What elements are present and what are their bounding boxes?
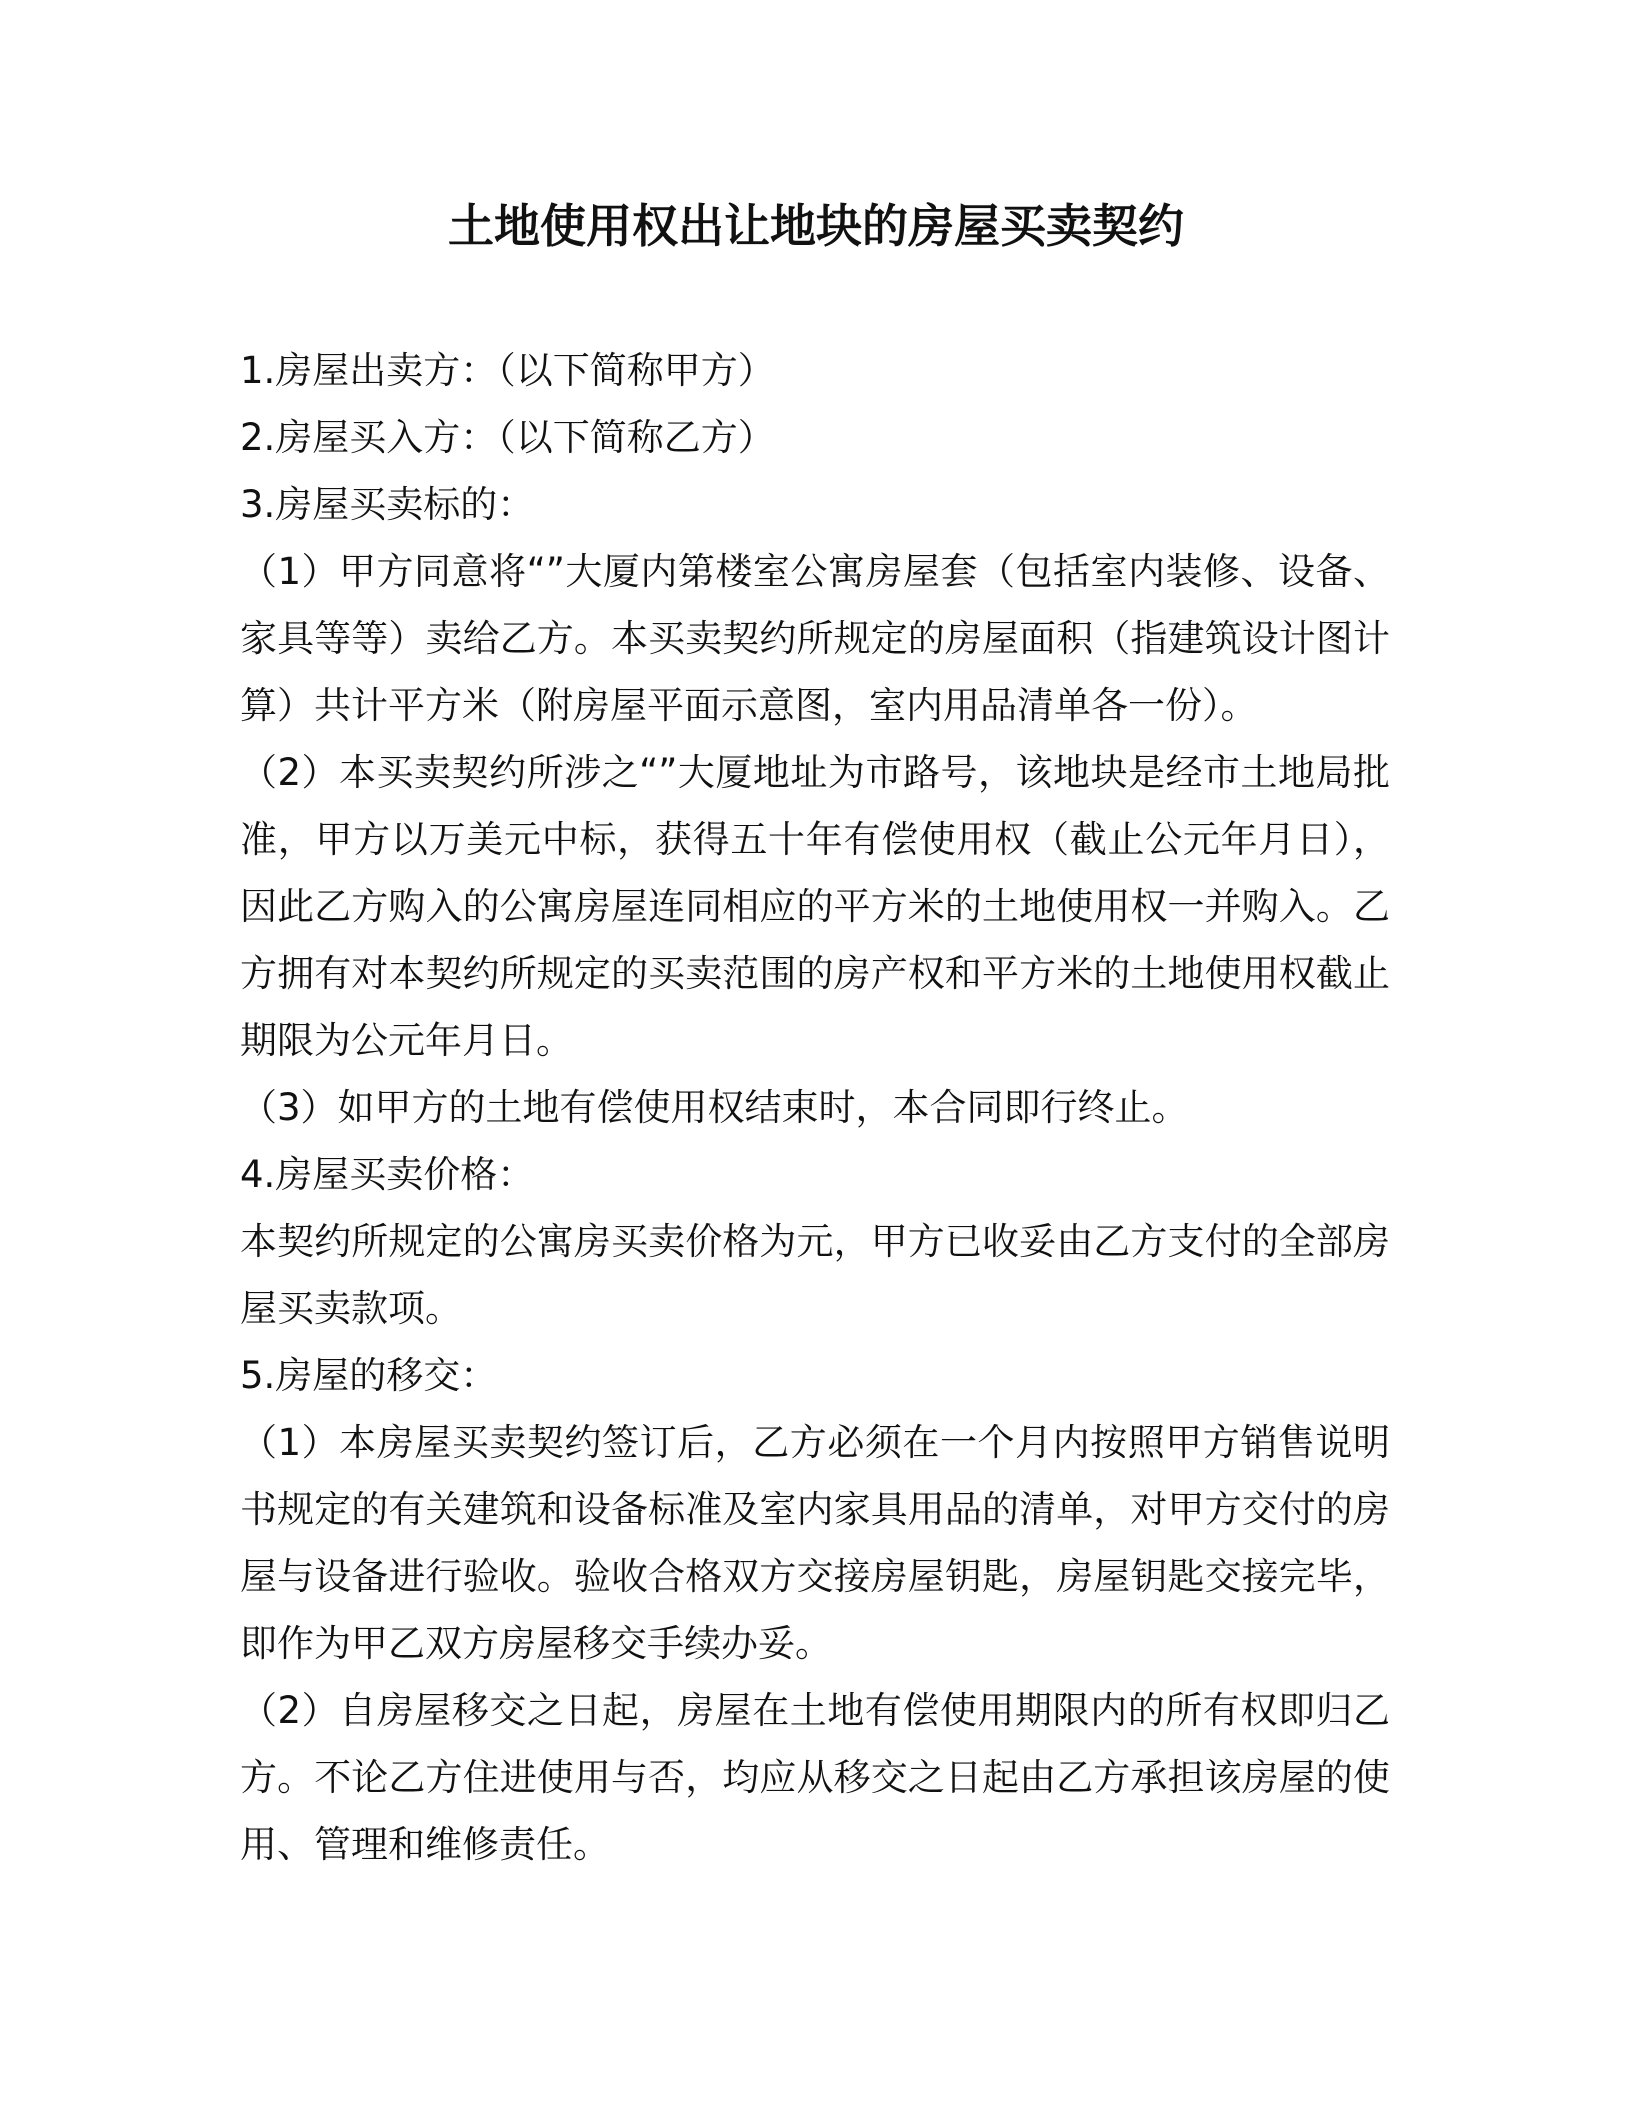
clause-3-item-2: （2）本买卖契约所涉之“”大厦地址为市路号，该地块是经市土地局批准，甲方以万美元中标，获得五十年有偿使用权（截止公元年月日），因此乙方购入的公寓房屋连同相应的平方米的土地使用权一并购入。乙方拥有对本契约所规定的买卖范围的房产权和平方米的土地使用权截止期限为公元年月日。 <box>240 751 1390 1062</box>
clause-4-text: 本契约所规定的公寓房买卖价格为元，甲方已收妥由乙方支付的全部房屋买卖款项。 <box>240 1220 1390 1330</box>
clause-3-item-1: （1）甲方同意将“”大厦内第楼室公寓房屋套（包括室内装修、设备、家具等等）卖给乙方。本买卖契约所规定的房屋面积（指建筑设计图计算）共计平方米（附房屋平面示意图，室内用品清单各一份）。 <box>240 550 1390 727</box>
document-title: 土地使用权出让地块的房屋买卖契约 <box>448 199 1184 253</box>
clause-5-item-2: （2）自房屋移交之日起，房屋在土地有偿使用期限内的所有权即归乙方。不论乙方住进使用与否，均应从移交之日起由乙方承担该房屋的使用、管理和维修责任。 <box>240 1689 1390 1866</box>
clause-5-heading: 5.房屋的移交： <box>240 1354 498 1397</box>
clause-1-seller: 1.房屋出卖方：（以下简称甲方） <box>240 349 775 392</box>
clause-3-item-3: （3）如甲方的土地有偿使用权结束时，本合同即行终止。 <box>240 1086 1189 1129</box>
clause-4-heading: 4.房屋买卖价格： <box>240 1153 535 1196</box>
clause-3-heading: 3.房屋买卖标的： <box>240 483 535 526</box>
clause-5-item-1: （1）本房屋买卖契约签订后，乙方必须在一个月内按照甲方销售说明书规定的有关建筑和设备标准及室内家具用品的清单，对甲方交付的房屋与设备进行验收。验收合格双方交接房屋钥匙，房屋钥匙交接完毕，即作为甲乙双方房屋移交手续办妥。 <box>240 1421 1390 1665</box>
clause-2-buyer: 2.房屋买入方：（以下简称乙方） <box>240 416 775 459</box>
document-body <box>240 337 1390 1878</box>
